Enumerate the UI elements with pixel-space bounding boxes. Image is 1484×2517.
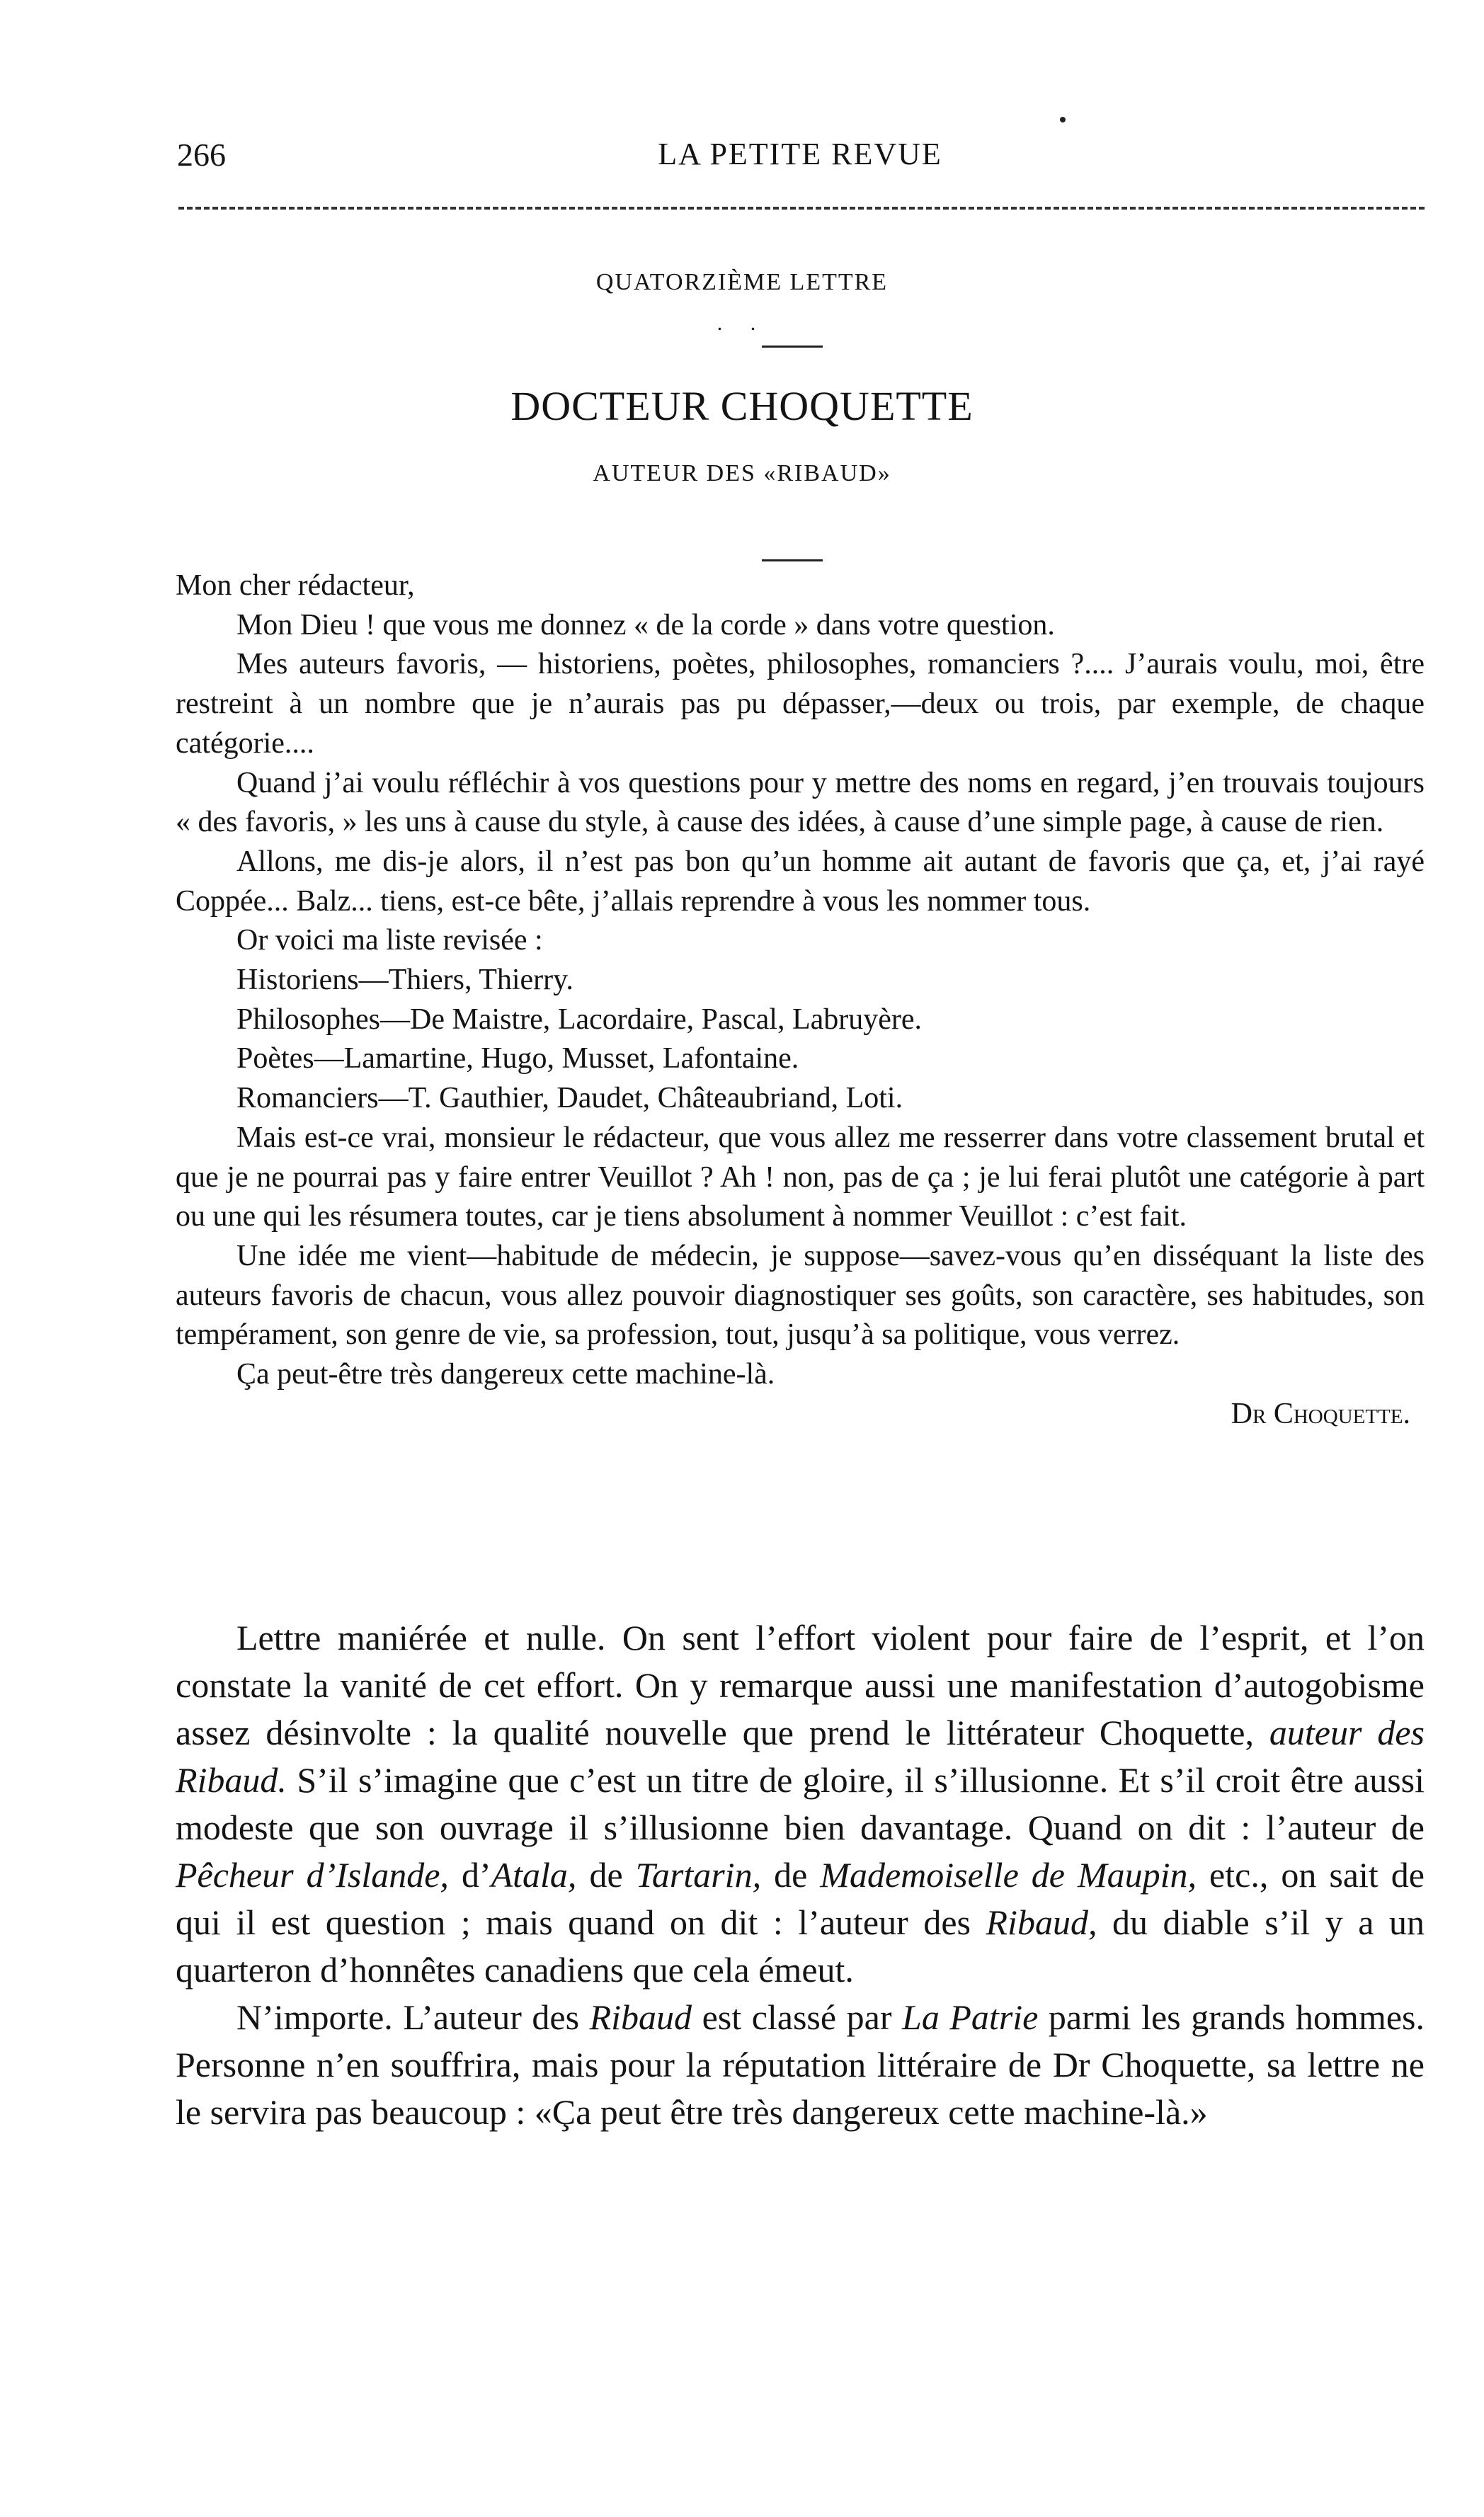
book-title: Tartarin,	[635, 1855, 762, 1895]
page-number: 266	[177, 137, 226, 173]
commentary-text: d’	[448, 1855, 491, 1895]
ornament-rule	[762, 559, 823, 561]
commentary-text: S’il s’imagine que c’est un titre de gloire, il s’illusionne. Et s’il croit être aussi modeste que son ouvrage il s’illusionne bien davantage. Quand on dit : l’auteur de	[176, 1760, 1425, 1847]
book-title: Ribaud,	[986, 1902, 1097, 1942]
commentary-text: de	[576, 1855, 636, 1895]
list-novelists: Romanciers—T. Gauthier, Daudet, Châteaubriand, Loti.	[236, 1082, 903, 1115]
commentary-paragraph	[176, 1994, 1425, 2136]
commentary-text: etc., on sait de qui il est question ; mais quand on dit : l’auteur des	[176, 1855, 1425, 1942]
letter-paragraph: Allons, me dis-je alors, il n’est pas bon qu’un homme ait autant de favoris que ça, et, j’ai rayé Coppée... Balz... tiens, est-ce bête, j’allais reprendre à vous les nommer tous.	[176, 845, 1425, 918]
list-poets: Poètes—Lamartine, Hugo, Musset, Lafontaine.	[236, 1042, 799, 1075]
commentary-text: parmi les grands hommes. Personne n’en souffrira, mais pour la réputation littéraire de Dr Choquette, sa lettre ne le servira pas beaucoup : «Ça peut être très dangereux cette machine-là.»	[176, 1997, 1425, 2132]
book-title: Pêcheur d’Islande,	[176, 1855, 449, 1895]
letter-paragraph: Mes auteurs favoris, — historiens, poètes, philosophes, romanciers ?.... J’aurais voulu, moi, être restreint à un nombre que je n’aurais pas pu dépasser,—deux ou trois, par exemple, de chaque catégorie....	[176, 648, 1425, 760]
letter-paragraph: Ça peut-être très dangereux cette machine-là.	[236, 1358, 775, 1391]
letter-paragraph: Mais est-ce vrai, monsieur le rédacteur, que vous allez me resserrer dans votre classement brutal et que je ne pourrai pas y faire entrer Veuillot ? Ah ! non, pas de ça ; je lui ferai plutôt une catégorie à part ou une qui les résumera toutes, car je tiens absolument à nommer Veuillot : c’est fait.	[176, 1121, 1425, 1233]
newspaper-title: La Patrie	[902, 1997, 1039, 2037]
letter-paragraph: Or voici ma liste revisée :	[236, 924, 543, 957]
list-historians: Historiens—Thiers, Thierry.	[236, 964, 573, 997]
ornament-rule	[762, 346, 823, 348]
signature: Dr Choquette.	[1231, 1397, 1410, 1430]
running-title: LA PETITE REVUE	[658, 137, 942, 171]
letter-paragraph: Une idée me vient—habitude de médecin, je suppose—savez-vous qu’en disséquant la liste des auteurs favoris de chacun, vous allez pouvoir diagnostiquer ses goûts, son caractère, ses habitudes, son tempérament, son genre de vie, sa profession, tout, jusqu’à sa politique, vous verrez.	[176, 1239, 1425, 1352]
letter-paragraph: Quand j’ai voulu réfléchir à vos questions pour y mettre des noms en regard, j’en trouvais toujours « des favoris, » les uns à cause du style, à cause des idées, à cause d’une simple page, à cause de rien.	[176, 766, 1425, 839]
commentary-paragraph	[176, 1614, 1425, 1994]
book-title: auteur des Ribaud.	[176, 1713, 1425, 1800]
header-rule	[178, 207, 1425, 210]
book-title: Ribaud	[589, 1997, 692, 2037]
commentary-text: du diable s’il y a un quarteron d’honnêtes canadiens que cela émeut.	[176, 1902, 1425, 1990]
commentary-text: Lettre maniérée et nulle. On sent l’effort violent pour faire de l’esprit, et l’on constate la vanité de cet effort. On y remarque aussi une manifestation d’autogobisme assez désinvolte : la qualité nouvelle que prend le littérateur Choquette,	[176, 1618, 1425, 1752]
commentary-text: N’importe. L’auteur des	[236, 1997, 590, 2037]
list-philosophers: Philosophes—De Maistre, Lacordaire, Pascal, Labruyère.	[236, 1003, 923, 1036]
ornament-dots: . .	[717, 312, 767, 335]
editor-commentary	[176, 1614, 1425, 2136]
letter-paragraph: Mon Dieu ! que vous me donnez « de la corde » dans votre question.	[236, 608, 1055, 641]
letter-subtitle: AUTEUR DES «RIBAUD»	[593, 460, 891, 486]
letter-title: DOCTEUR CHOQUETTE	[510, 383, 974, 429]
page-header	[177, 136, 1423, 186]
salutation: Mon cher rédacteur,	[176, 569, 415, 602]
commentary-text: est classé par	[692, 1997, 903, 2037]
letter-number-heading: QUATORZIÈME LETTRE	[595, 269, 889, 295]
commentary-text: de	[761, 1855, 821, 1895]
printer-dot	[1060, 117, 1066, 122]
book-title: Atala,	[491, 1855, 577, 1895]
book-title: Mademoiselle de Maupin,	[820, 1855, 1197, 1895]
letter-body	[176, 566, 1425, 1434]
